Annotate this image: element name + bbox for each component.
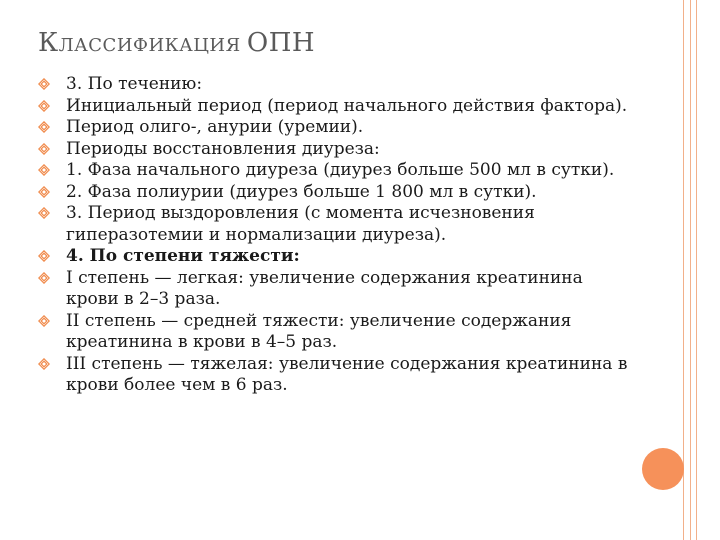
list-item-text: Период олиго-, анурии (уремии). [66, 117, 364, 137]
list-item-text: Периоды восстановления диуреза: [66, 138, 380, 159]
list-item [38, 74, 638, 96]
diamond-outline-icon [38, 358, 50, 370]
diamond-outline-icon [38, 100, 50, 112]
list-item-text: 1. Фаза начального диуреза (диурез больше 500 мл в сутки). [66, 160, 615, 180]
diamond-outline-icon [38, 250, 50, 262]
list-item-text: 3. По течению: [66, 74, 203, 94]
orange-circle-decoration [642, 448, 684, 490]
diamond-outline-icon [38, 164, 50, 176]
diamond-outline-icon [38, 186, 50, 198]
list-item-text: I степень — легкая: увеличение содержания креатинина крови в 2–3 раза. [66, 267, 583, 309]
list-item [38, 203, 638, 246]
list-item-text: 4. По степени тяжести: [66, 246, 300, 266]
list-item-text: 2. Фаза полиурии (диурез больше 1 800 мл в сутки). [66, 181, 537, 202]
decorative-line [683, 0, 684, 540]
bullet-list [38, 74, 638, 397]
diamond-outline-icon [38, 315, 50, 327]
list-item [38, 246, 638, 268]
slide-title [38, 28, 315, 58]
diamond-outline-icon [38, 78, 50, 90]
decorative-line [690, 0, 691, 540]
list-item [38, 268, 638, 311]
list-item-text: 3. Период выздоровления (с момента исчезновения гиперазотемии и нормализации диуреза). [66, 203, 535, 245]
list-item [38, 182, 638, 204]
list-item-text: II степень — средней тяжести: увеличение содержания креатинина в крови в 4–5 раз. [66, 310, 572, 352]
list-item [38, 96, 638, 118]
decorative-line [696, 0, 697, 540]
diamond-outline-icon [38, 207, 50, 219]
list-item [38, 160, 638, 182]
title-first-letter: К [38, 28, 59, 58]
list-item [38, 311, 638, 354]
list-item [38, 139, 638, 161]
diamond-outline-icon [38, 143, 50, 155]
list-item [38, 354, 638, 397]
title-tail: ОПН [246, 28, 316, 58]
list-item [38, 117, 638, 139]
diamond-outline-icon [38, 272, 50, 284]
list-item-text: III степень — тяжелая: увеличение содержания креатинина в крови более чем в 6 раз. [66, 353, 628, 395]
diamond-outline-icon [38, 121, 50, 133]
list-item-text: Инициальный период (период начального действия фактора). [66, 95, 628, 116]
title-smallcaps: ЛАССИФИКАЦИЯ [58, 35, 247, 56]
